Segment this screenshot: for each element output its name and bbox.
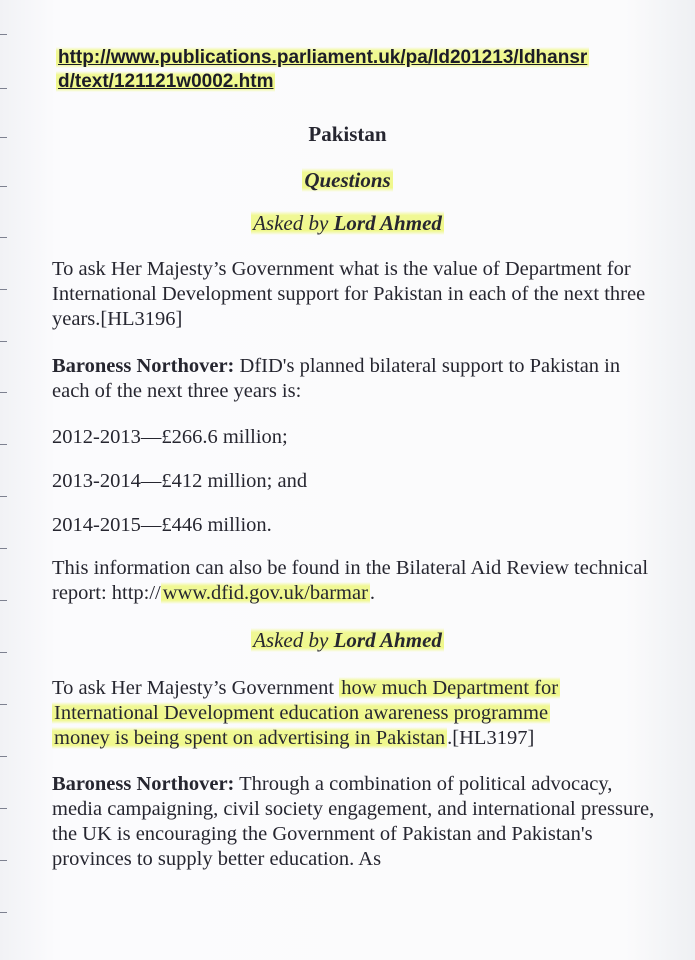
question-2-highlight: International Development education awareness programme bbox=[54, 702, 549, 724]
subheading-text: Questions bbox=[304, 168, 391, 192]
url-line-2[interactable]: d/text/121121w0002.htm bbox=[58, 71, 274, 92]
question-2 bbox=[52, 676, 662, 751]
page-title: Pakistan bbox=[308, 122, 387, 146]
info-text: This information can also be found in the Bilateral Aid Review technical report: http:// bbox=[52, 557, 649, 604]
margin-tick bbox=[0, 548, 7, 549]
question-2-end: .[HL3197] bbox=[447, 727, 535, 749]
margin-tick bbox=[0, 237, 7, 238]
margin-tick bbox=[0, 808, 7, 809]
question-2-highlight: how much Department for bbox=[341, 677, 559, 699]
answer-1-speaker: Baroness Northover: bbox=[52, 355, 235, 377]
asked-by-line-1 bbox=[0, 211, 695, 236]
asked-by-name: Lord Ahmed bbox=[333, 628, 442, 652]
margin-tick bbox=[0, 860, 7, 861]
margin-tick bbox=[0, 289, 7, 290]
margin-tick bbox=[0, 704, 7, 705]
margin-tick bbox=[0, 392, 7, 393]
funding-line: 2014-2015—£446 million. bbox=[52, 514, 272, 536]
asked-by-highlight bbox=[251, 211, 444, 235]
funding-line: 2013-2014—£412 million; and bbox=[52, 470, 308, 492]
info-end: . bbox=[369, 582, 376, 604]
section-subheading bbox=[0, 168, 695, 193]
question-2-highlight: money is being spent on advertising in Pakistan bbox=[54, 727, 446, 749]
answer-2-speaker: Baroness Northover: bbox=[52, 773, 235, 795]
asked-by-name: Lord Ahmed bbox=[333, 211, 442, 235]
margin-tick bbox=[0, 341, 7, 342]
url-line-1[interactable]: http://www.publications.parliament.uk/pa/ld201213/ldhansr bbox=[58, 47, 588, 68]
dfid-link[interactable]: www.dfid.gov.uk/barmar bbox=[162, 582, 368, 604]
funding-line: 2012-2013—£266.6 million; bbox=[52, 426, 288, 448]
asked-by-prefix: Asked by bbox=[253, 211, 329, 235]
asked-by-line-2 bbox=[0, 628, 695, 653]
asked-by-prefix: Asked by bbox=[253, 628, 329, 652]
margin-tick bbox=[0, 496, 7, 497]
margin-tick bbox=[0, 756, 7, 757]
answer-2 bbox=[52, 772, 662, 872]
question-2-start: To ask Her Majesty’s Government bbox=[52, 677, 340, 699]
margin-tick bbox=[0, 600, 7, 601]
info-paragraph bbox=[52, 556, 662, 606]
source-url-link[interactable] bbox=[56, 46, 656, 94]
answer-2-text: Through a combination of political advocacy, media campaigning, civil society engagement, and international pressure, the UK is encouraging the Government of Pakistan and Pakistan's provinces to supply better education. As bbox=[52, 773, 655, 870]
question-1: To ask Her Majesty’s Government what is the value of Department for International Development support for Pakistan in each of the next three years.[HL3196] bbox=[52, 258, 646, 330]
margin-tick bbox=[0, 444, 7, 445]
answer-1-text: DfID's planned bilateral support to Pakistan in each of the next three years is: bbox=[52, 355, 621, 402]
asked-by-highlight bbox=[251, 628, 444, 652]
margin-tick bbox=[0, 912, 7, 913]
margin-tick bbox=[0, 88, 7, 89]
answer-1 bbox=[52, 354, 662, 404]
margin-tick bbox=[0, 34, 7, 35]
